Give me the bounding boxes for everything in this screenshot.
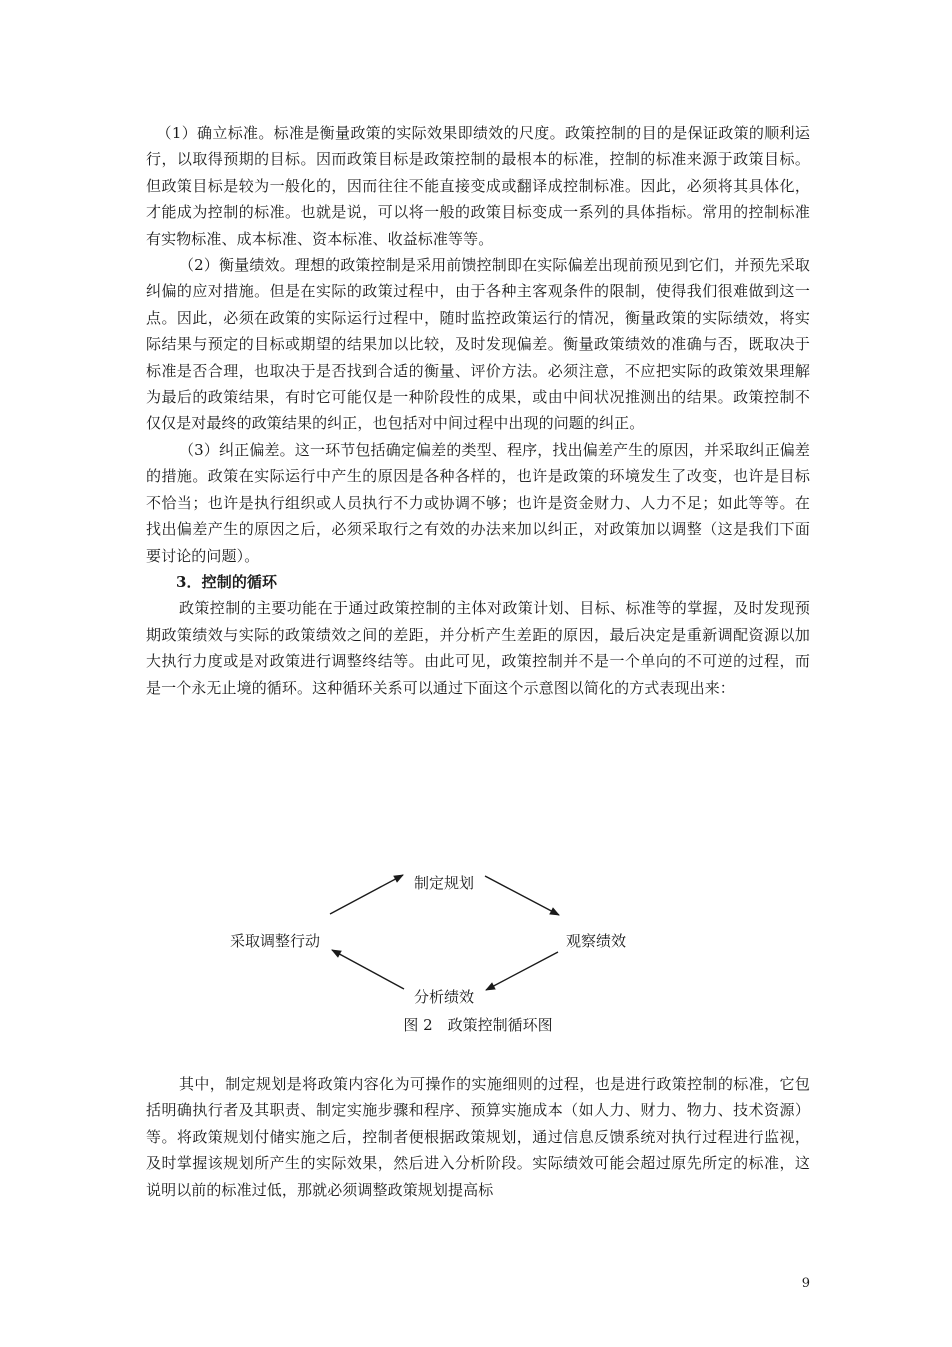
paragraph-plan-explanation: 其中，制定规划是将政策内容化为可操作的实施细则的过程，也是进行政策控制的标准，它包括明确执行者及其职责、制定实施步骤和程序、预算实施成本（如人力、财力、物力、技术资源）等。将政策规划付储实施之后，控制者便根据政策规划，通过信息反馈系统对执行过程进行监视，及时掌握该规划所产生的实际效果，然后进入分析阶段。实际绩效可能会超过原先所定的标准，这说明以前的标准过低，那就必须调整政策规划提高标 [146, 1075, 810, 1199]
body-text-bottom [146, 1071, 810, 1203]
node-observe-performance: 观察绩效 [566, 932, 627, 950]
arrow-top-to-right [485, 876, 559, 915]
control-cycle-diagram [146, 860, 810, 1040]
paragraph-establish-standards: （1）确立标准。标准是衡量政策的实际效果即绩效的尺度。政策控制的目的是保证政策的顺利运行，以取得预期的目标。因而政策目标是政策控制的最根本的标准，控制的标准来源于政策目标。但政策目标是较为一般化的，因而往往不能直接变成或翻译成控制标准。因此，必须将其具体化，才能成为控制的标准。也就是说，可以将一般的政策目标变成一系列的具体指标。常用的控制标准有实物标准、成本标准、资本标准、收益标准等等。 [146, 124, 810, 248]
arrow-left-to-top [330, 875, 403, 914]
paragraph-control-cycle: 政策控制的主要功能在于通过政策控制的主体对政策计划、目标、标准等的掌握，及时发现预期政策绩效与实际的政策绩效之间的差距，并分析产生差距的原因，最后决定是重新调配资源以加大执行力度或是对政策进行调整终结等。由此可见，政策控制并不是一个单向的不可逆的过程，而是一个永无止境的循环。这种循环关系可以通过下面这个示意图以简化的方式表现出来： [146, 599, 810, 697]
node-analyze-performance: 分析绩效 [414, 988, 475, 1006]
body-text-top [146, 120, 810, 701]
paragraph-measure-performance: （2）衡量绩效。理想的政策控制是采用前馈控制即在实际偏差出现前预见到它们，并预先采取纠偏的应对措施。但是在实际的政策过程中，由于各种主客观条件的限制，使得我们很难做到这一点。因此，必须在政策的实际运行过程中，随时监控政策运行的情况，衡量政策的实际绩效，将实际结果与预定的目标或期望的结果加以比较，及时发现偏差。衡量政策绩效的准确与否，既取决于标准是否合理，也取决于是否找到合适的衡量、评价方法。必须注意，不应把实际的政策效果理解为最后的政策结果，有时它可能仅是一种阶段性的成果，或由中间状况推测出的结果。政策控制不仅仅是对最终的政策结果的纠正，也包括对中间过程中出现的问题的纠正。 [146, 256, 810, 433]
node-take-corrective-action: 采取调整行动 [230, 932, 321, 950]
section-heading: 3．控制的循环 [176, 572, 278, 591]
paragraph-correct-deviation: （3）纠正偏差。这一环节包括确定偏差的类型、程序，找出偏差产生的原因，并采取纠正偏差的措施。政策在实际运行中产生的原因是各种各样的，也许是政策的环境发生了改变，也许是目标不恰当；也许是执行组织或人员执行不力或协调不够；也许是资金财力、人力不足；如此等等。在找出偏差产生的原因之后，必须采取行之有效的办法来加以纠正，对政策加以调整（这是我们下面要讨论的问题）。 [146, 440, 810, 565]
figure-caption: 图 2 政策控制循环图 [403, 1016, 553, 1034]
node-make-plan: 制定规划 [414, 874, 475, 892]
arrow-right-to-bottom [486, 952, 558, 990]
arrow-bottom-to-left [332, 950, 404, 989]
page-number: 9 [801, 1276, 810, 1291]
